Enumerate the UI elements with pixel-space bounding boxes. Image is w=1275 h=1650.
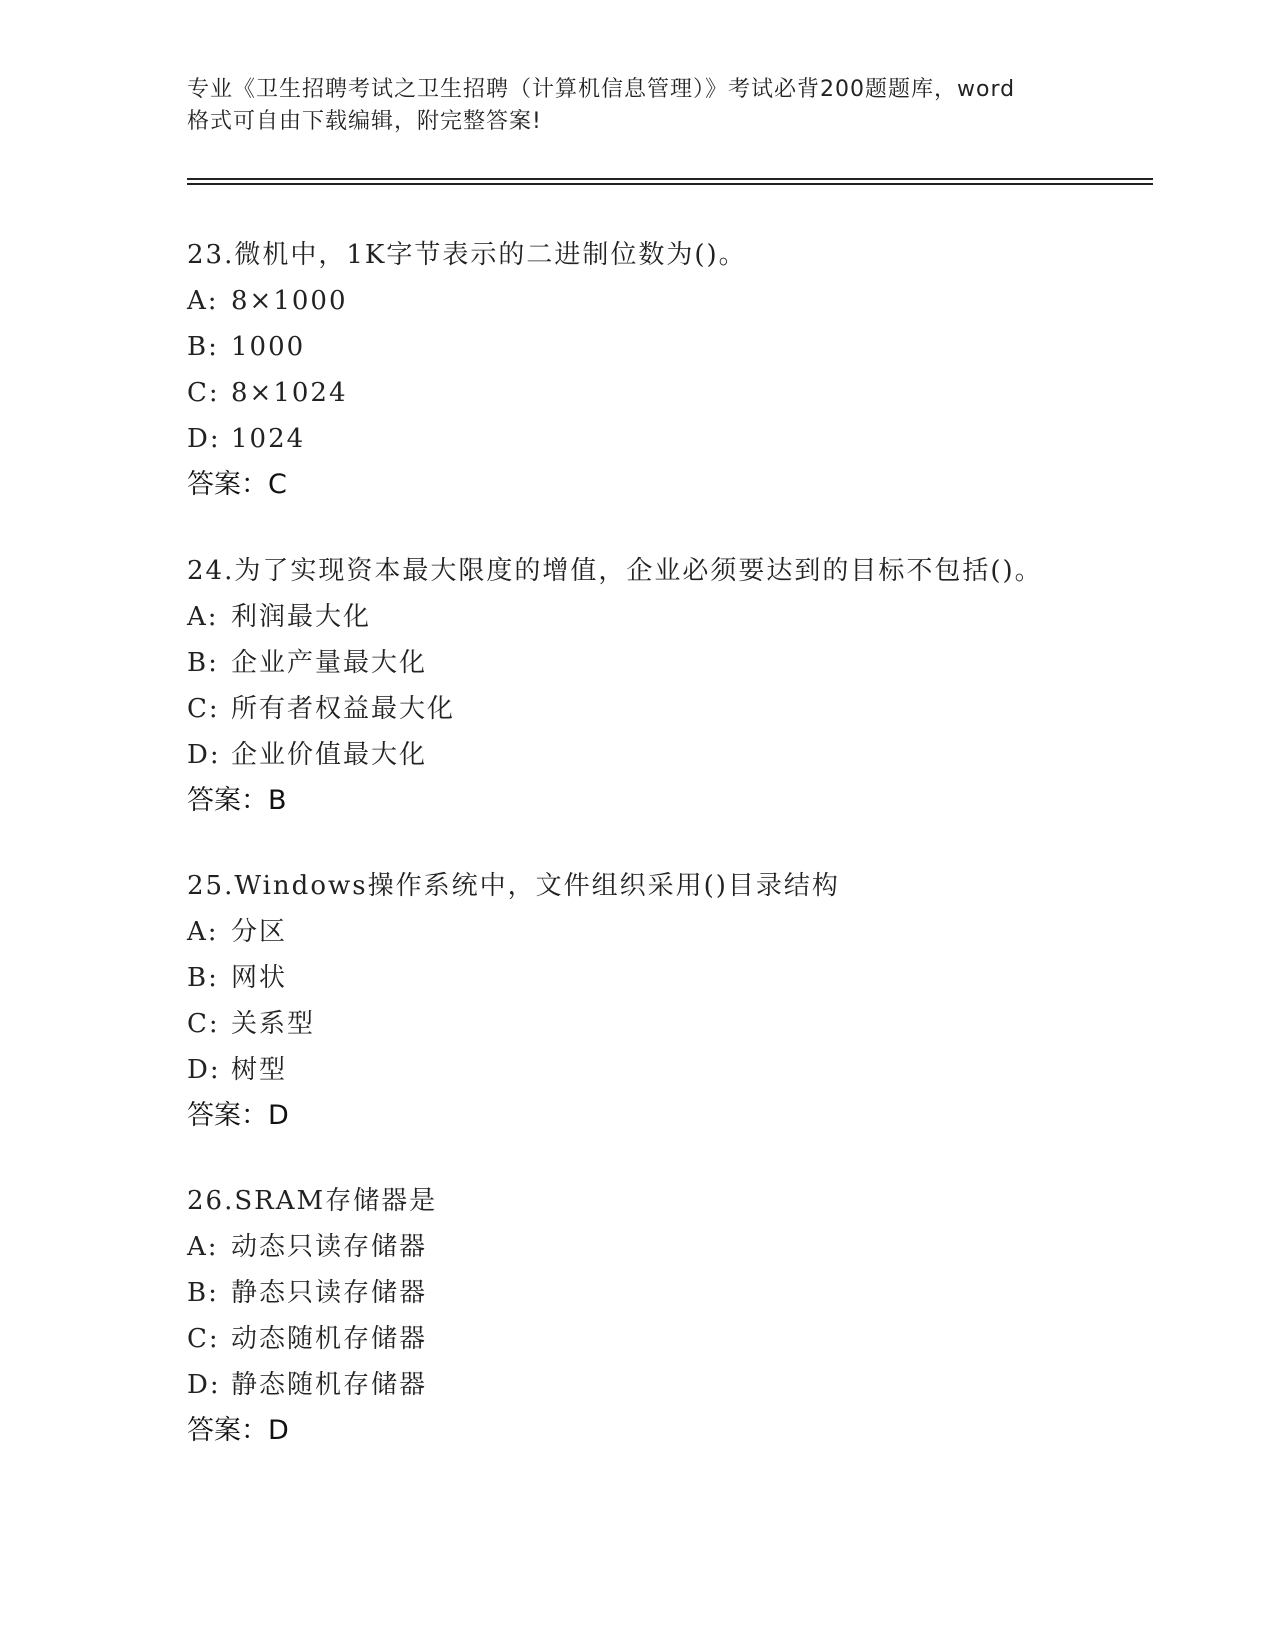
answer-line: 答案：C: [187, 469, 287, 500]
option-c: [187, 370, 1147, 416]
answer-line: 答案：D: [187, 1100, 289, 1131]
question-26: [187, 1178, 1147, 1454]
option-letter: B:: [187, 963, 219, 993]
option-text: 关系型: [231, 1009, 316, 1039]
option-letter: D:: [187, 740, 221, 770]
option-text: 1000: [231, 332, 306, 362]
option-a: [187, 278, 1147, 324]
option-c: [187, 1316, 1147, 1362]
question-text: 26.SRAM存储器是: [187, 1186, 438, 1216]
option-text: 企业产量最大化: [231, 648, 428, 678]
option-b: [187, 1270, 1147, 1316]
option-text: 利润最大化: [231, 602, 372, 632]
option-d: [187, 1362, 1147, 1408]
option-letter: C:: [187, 1324, 220, 1354]
option-a: [187, 1224, 1147, 1270]
option-a: [187, 594, 1147, 640]
option-text: 网状: [231, 963, 288, 993]
option-d: [187, 732, 1147, 778]
question-23: [187, 232, 1147, 508]
answer-line: 答案：B: [187, 785, 287, 816]
option-text: 1024: [231, 424, 306, 454]
option-letter: D:: [187, 1370, 221, 1400]
header-line-1: 专业《卫生招聘考试之卫生招聘（计算机信息管理）》考试必背200题题库，word: [187, 77, 1016, 102]
question-25: [187, 863, 1147, 1139]
header-divider-top: [187, 178, 1153, 180]
option-letter: B:: [187, 332, 219, 362]
option-text: 静态只读存储器: [231, 1278, 428, 1308]
option-letter: A:: [187, 917, 219, 947]
header-line-2: 格式可自由下载编辑，附完整答案!: [187, 109, 542, 134]
question-text: 25.Windows操作系统中，文件组织采用()目录结构: [187, 871, 840, 901]
header-divider-bottom: [187, 183, 1153, 185]
option-text: 动态只读存储器: [231, 1232, 428, 1262]
option-letter: C:: [187, 378, 220, 408]
option-text: 8×1024: [231, 378, 348, 408]
option-b: [187, 955, 1147, 1001]
option-d: [187, 1047, 1147, 1093]
option-letter: D:: [187, 424, 221, 454]
option-text: 树型: [231, 1055, 288, 1085]
option-d: [187, 416, 1147, 462]
option-text: 静态随机存储器: [231, 1370, 428, 1400]
option-letter: D:: [187, 1055, 221, 1085]
option-text: 分区: [231, 917, 288, 947]
option-b: [187, 640, 1147, 686]
option-letter: C:: [187, 1009, 220, 1039]
document-header: [187, 74, 1087, 138]
option-text: 企业价值最大化: [231, 740, 428, 770]
option-letter: A:: [187, 286, 219, 316]
option-b: [187, 324, 1147, 370]
option-a: [187, 909, 1147, 955]
option-text: 动态随机存储器: [231, 1324, 428, 1354]
question-text: 23.微机中，1K字节表示的二进制位数为()。: [187, 240, 747, 270]
option-letter: C:: [187, 694, 220, 724]
question-24: [187, 548, 1147, 824]
option-text: 8×1000: [231, 286, 348, 316]
option-letter: A:: [187, 602, 219, 632]
answer-line: 答案：D: [187, 1415, 289, 1446]
option-letter: B:: [187, 1278, 219, 1308]
option-letter: B:: [187, 648, 219, 678]
option-text: 所有者权益最大化: [231, 694, 456, 724]
question-text: 24.为了实现资本最大限度的增值，企业必须要达到的目标不包括()。: [187, 556, 1043, 586]
option-letter: A:: [187, 1232, 219, 1262]
option-c: [187, 1001, 1147, 1047]
option-c: [187, 686, 1147, 732]
